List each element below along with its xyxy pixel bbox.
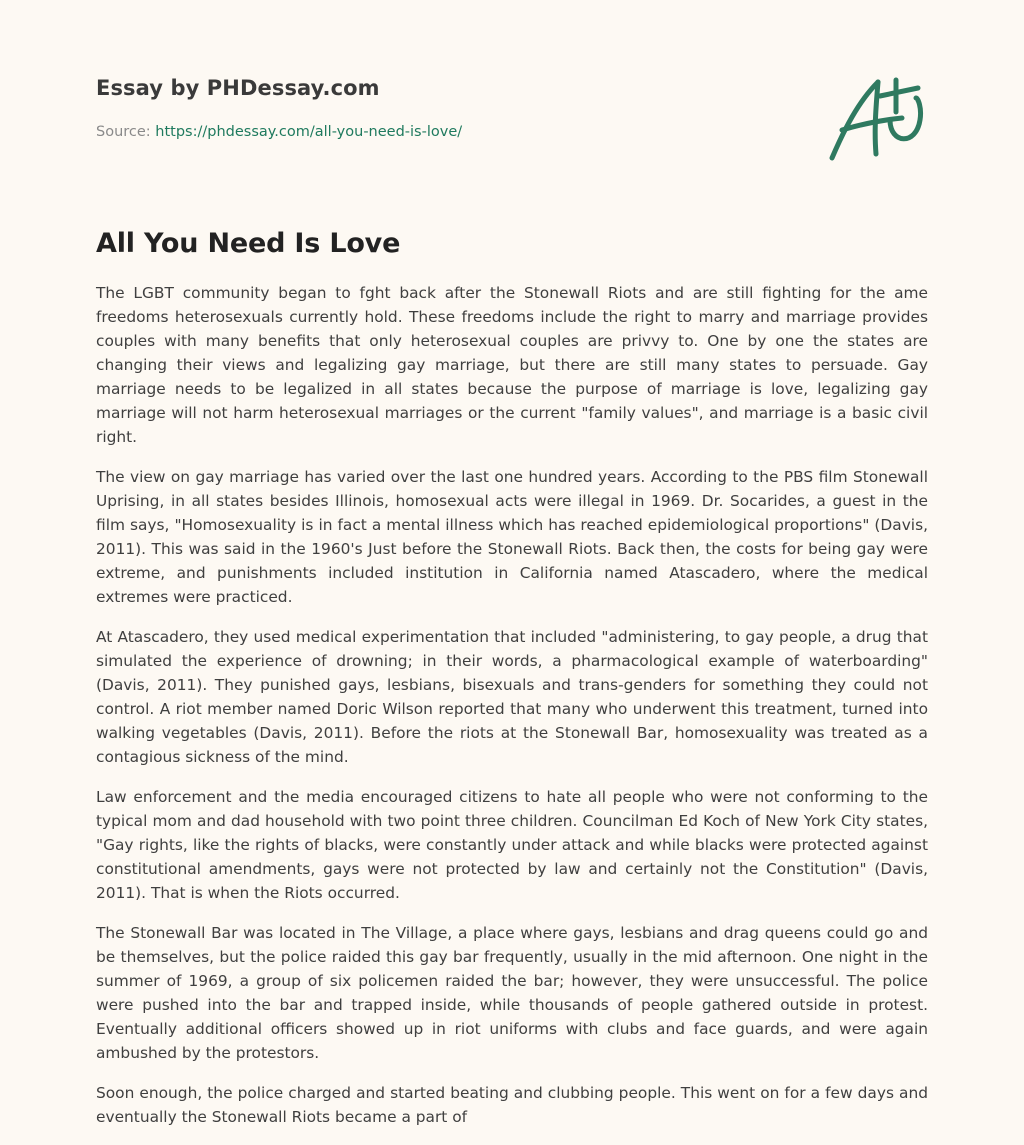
essay-paragraph: The Stonewall Bar was located in The Village, a place where gays, lesbians and drag queens could go and be themselves, but the police raided this gay bar frequently, usually in the mid afternoon. One night in the summer of 1969, a group of six policemen raided the bar; however, they were unsuccessful. The police were pushed into the bar and trapped inside, while thousands of people gathered outside in protest. Eventually additional officers showed up in riot uniforms with clubs and face guards, and were again ambushed by the protestors. [96, 924, 928, 1062]
essay-paragraph: The LGBT community began to fght back after the Stonewall Riots and are still fighting for the ame freedoms heterosexuals currently hold. These freedoms include the right to marry and marriage provides couples with many benefits that only heterosexual couples are privvy to. One by one the states are changing their views and legalizing gay marriage, but there are still many states to persuade. Gay marriage needs to be legalized in all states because the purpose of marriage is love, legalizing gay marriage will not harm heterosexual marriages or the current "family values", and marriage is a basic civil right. [96, 284, 928, 446]
page-header [96, 76, 928, 186]
essay-paragraph: Soon enough, the police charged and started beating and clubbing people. This went on for a few days and eventually the Stonewall Riots became a part of [96, 1084, 928, 1126]
a-plus-logo-icon [824, 68, 928, 164]
source-line [96, 124, 462, 140]
source-link[interactable]: https://phdessay.com/all-you-need-is-love/ [155, 124, 463, 140]
site-title: Essay by PHDessay.com [96, 76, 380, 100]
essay-title: All You Need Is Love [96, 228, 401, 259]
essay-paragraph: At Atascadero, they used medical experimentation that included "administering, to gay people, a drug that simulated the experience of drowning; in their words, a pharmacological example of waterboarding" (Davis, 2011). They punished gays, lesbians, bisexuals and trans-genders for something they could not control. A riot member named Doric Wilson reported that many who underwent this treatment, turned into walking vegetables (Davis, 2011). Before the riots at the Stonewall Bar, homosexuality was treated as a contagious sickness of the mind. [96, 628, 928, 766]
essay-paragraph: Law enforcement and the media encouraged citizens to hate all people who were not conforming to the typical mom and dad household with two point three children. Councilman Ed Koch of New York City states, "Gay rights, like the rights of blacks, were constantly under attack and while blacks were protected against constitutional amendments, gays were not protected by law and certainly not the Constitution" (Davis, 2011). That is when the Riots occurred. [96, 788, 928, 902]
source-label: Source: [96, 124, 151, 140]
essay-paragraph: The view on gay marriage has varied over the last one hundred years. According to the PBS film Stonewall Uprising, in all states besides Illinois, homosexual acts were illegal in 1969. Dr. Socarides, a guest in the film says, "Homosexuality is in fact a mental illness which has reached epidemiological proportions" (Davis, 2011). This was said in the 1960's Just before the Stonewall Riots. Back then, the costs for being gay were extreme, and punishments included institution in California named Atascadero, where the medical extremes were practiced. [96, 468, 928, 606]
essay-content [96, 228, 928, 1145]
